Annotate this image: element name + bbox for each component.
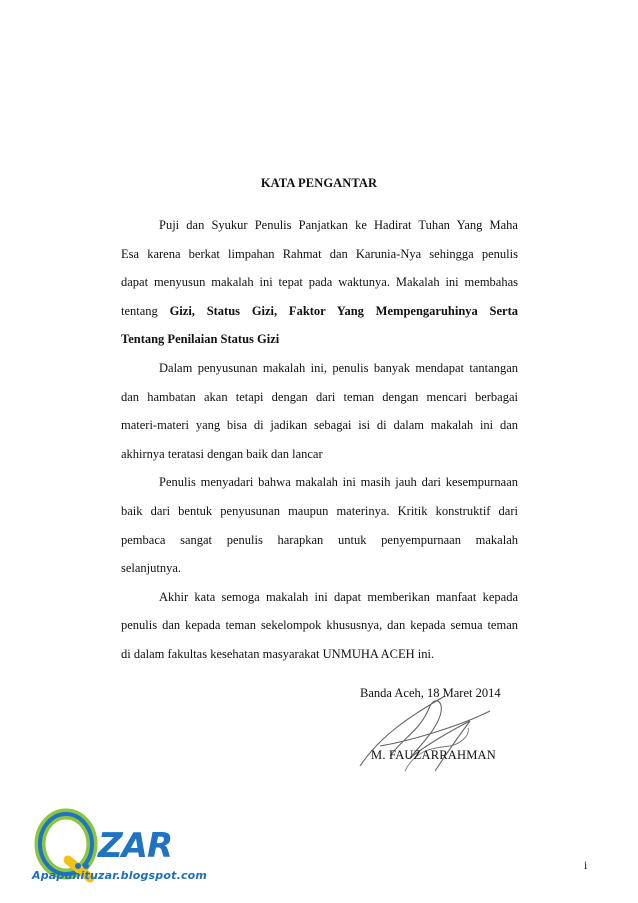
- logo-url: Apapunituzar.blogspot.com: [32, 869, 208, 882]
- line-text: penulis dan kepada teman sekelompok khususnya, dan kepada semua teman: [121, 618, 518, 633]
- line-text: baik dari bentuk penyusunan maupun materinya. Kritik konstruktif dari: [121, 503, 518, 518]
- line-text: akhirnya teratasi dengan baik dan lancar: [121, 446, 323, 461]
- logo-wordmark: ZAR: [98, 826, 173, 866]
- text-line: [121, 497, 518, 526]
- place-date: Banda Aceh, 18 Maret 2014: [360, 686, 501, 700]
- text-line: [121, 297, 518, 326]
- text-line: [121, 640, 518, 669]
- line-text: Esa karena berkat limpahan Rahmat dan Karunia-Nya sehingga penulis: [121, 246, 518, 261]
- text-line: [121, 268, 518, 297]
- text-line: [121, 526, 518, 555]
- line-text: Penulis menyadari bahwa makalah ini masih jauh dari kesempurnaan: [159, 475, 518, 490]
- line-text: Dalam penyusunan makalah ini, penulis banyak mendapat tantangan: [159, 360, 518, 375]
- line-text: Puji dan Syukur Penulis Panjatkan ke Hadirat Tuhan Yang Maha: [159, 218, 518, 232]
- text-line: [121, 440, 518, 469]
- line-text: selanjutnya.: [121, 561, 182, 576]
- line-text: Akhir kata semoga makalah ini dapat memberikan manfaat kepada: [159, 589, 518, 604]
- page-number: i: [584, 858, 588, 872]
- text-line: [121, 411, 518, 440]
- text-line: [121, 354, 518, 383]
- line-text: pembaca sangat penulis harapkan untuk penyempurnaan makalah: [121, 532, 518, 547]
- signatory-name: M. FAUZARRAHMAN: [371, 748, 497, 762]
- text-line: [121, 554, 518, 583]
- text-line: [121, 240, 518, 269]
- text-line: [121, 611, 518, 640]
- text-line: [121, 383, 518, 412]
- line-text: di dalam fakultas kesehatan masyarakat UNMUHA ACEH ini.: [121, 646, 435, 661]
- line-text: materi-materi yang bisa di jadikan sebagai isi di dalam makalah ini dan: [121, 418, 518, 433]
- line-text: dan hambatan akan tetapi dengan dari teman dengan mencari berbagai: [121, 389, 518, 404]
- page-title: KATA PENGANTAR: [260, 176, 378, 190]
- text-line: [121, 583, 518, 612]
- text-line: [121, 211, 518, 240]
- bold-topic-text: Tentang Penilaian Status Gizi: [121, 332, 280, 347]
- bold-topic-text: Gizi, Status Gizi, Faktor Yang Mempengaruhinya Serta: [169, 303, 519, 318]
- text-line: [121, 468, 518, 497]
- text-line: [121, 325, 518, 354]
- line-text: dapat menyusun makalah ini tepat pada waktunya. Makalah ini membahas: [121, 275, 518, 290]
- line-text: tentang: [121, 303, 158, 318]
- document-body: [121, 211, 518, 669]
